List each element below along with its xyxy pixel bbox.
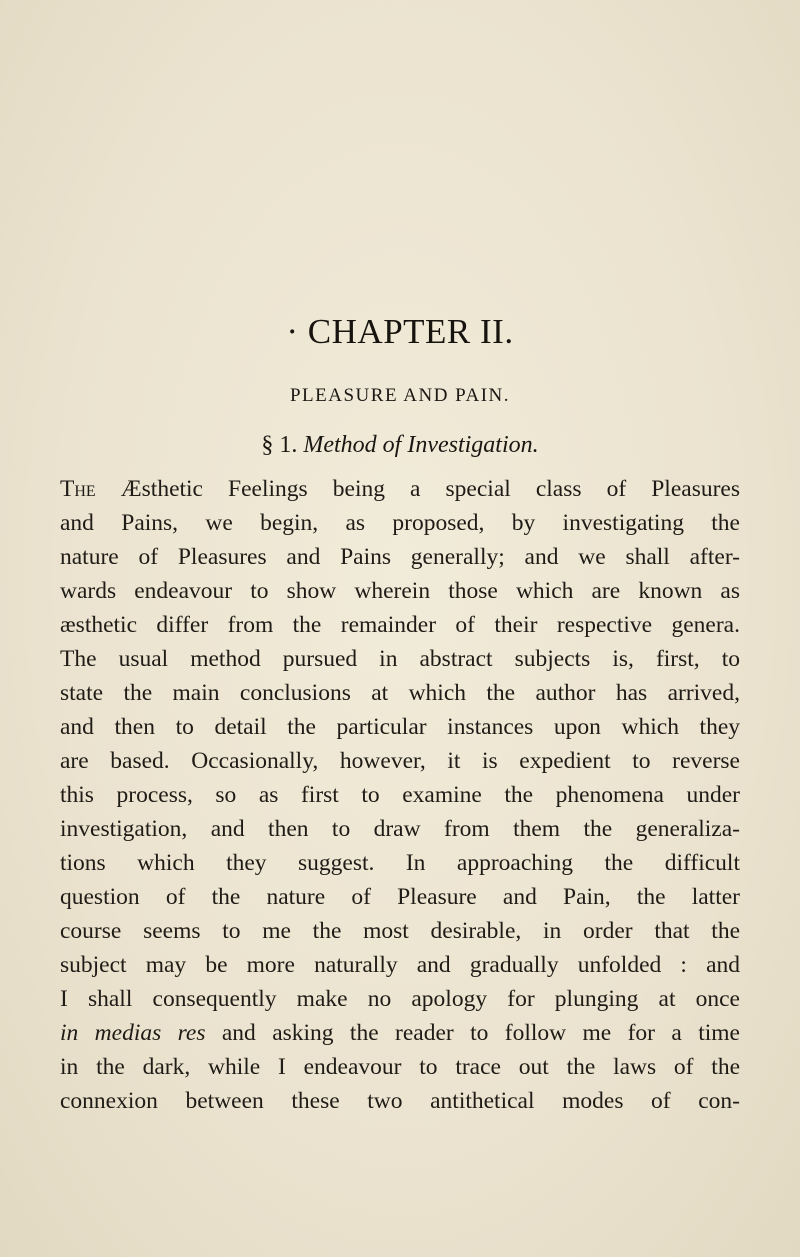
line-text: Æsthetic Feelings being a special class of Pleasures — [95, 476, 740, 502]
text-line: course seems to me the most desirable, in order that the — [60, 918, 740, 944]
text-line: this process, so as first to examine the phenomena under — [60, 782, 740, 808]
subsection-heading — [0, 432, 800, 459]
text-line: wards endeavour to show wherein those which are known as — [60, 578, 740, 604]
text-line: investigation, and then to draw from them the generaliza- — [60, 816, 740, 842]
text-line — [60, 1016, 740, 1050]
text-line — [60, 472, 740, 506]
text-line: subject may be more naturally and gradually unfolded : and — [60, 952, 740, 978]
section-number: § 1. — [261, 432, 298, 458]
text-line: and then to detail the particular instances upon which they — [60, 714, 740, 740]
text-line: in the dark, while I endeavour to trace out the laws of the — [60, 1054, 740, 1080]
text-line: I shall consequently make no apology for plunging at once — [60, 986, 740, 1012]
text-line: tions which they suggest. In approaching the difficult — [60, 850, 740, 876]
text-line: æsthetic differ from the remainder of their respective genera. — [60, 612, 740, 638]
chapter-heading: · CHAPTER II. — [286, 312, 514, 351]
body-paragraph — [60, 472, 740, 1118]
text-line: state the main conclusions at which the author has arrived, — [60, 680, 740, 706]
text-line: nature of Pleasures and Pains generally; and we shall after- — [60, 544, 740, 570]
text-line: The usual method pursued in abstract subjects is, first, to — [60, 646, 740, 672]
text-line: are based. Occasionally, however, it is expedient to reverse — [60, 748, 740, 774]
section-title: PLEASURE AND PAIN. — [289, 385, 511, 406]
line-text: and asking the reader to follow me for a time — [205, 1020, 740, 1046]
subsection-title: Method of Investigation. — [303, 432, 539, 458]
lead-word: The — [60, 476, 96, 502]
text-line: question of the nature of Pleasure and Pain, the latter — [60, 884, 740, 910]
text-line: and Pains, we begin, as proposed, by investigating the — [60, 510, 740, 536]
italic-phrase: in medias res — [60, 1020, 206, 1046]
text-line: connexion between these two antithetical modes of con- — [60, 1088, 740, 1114]
